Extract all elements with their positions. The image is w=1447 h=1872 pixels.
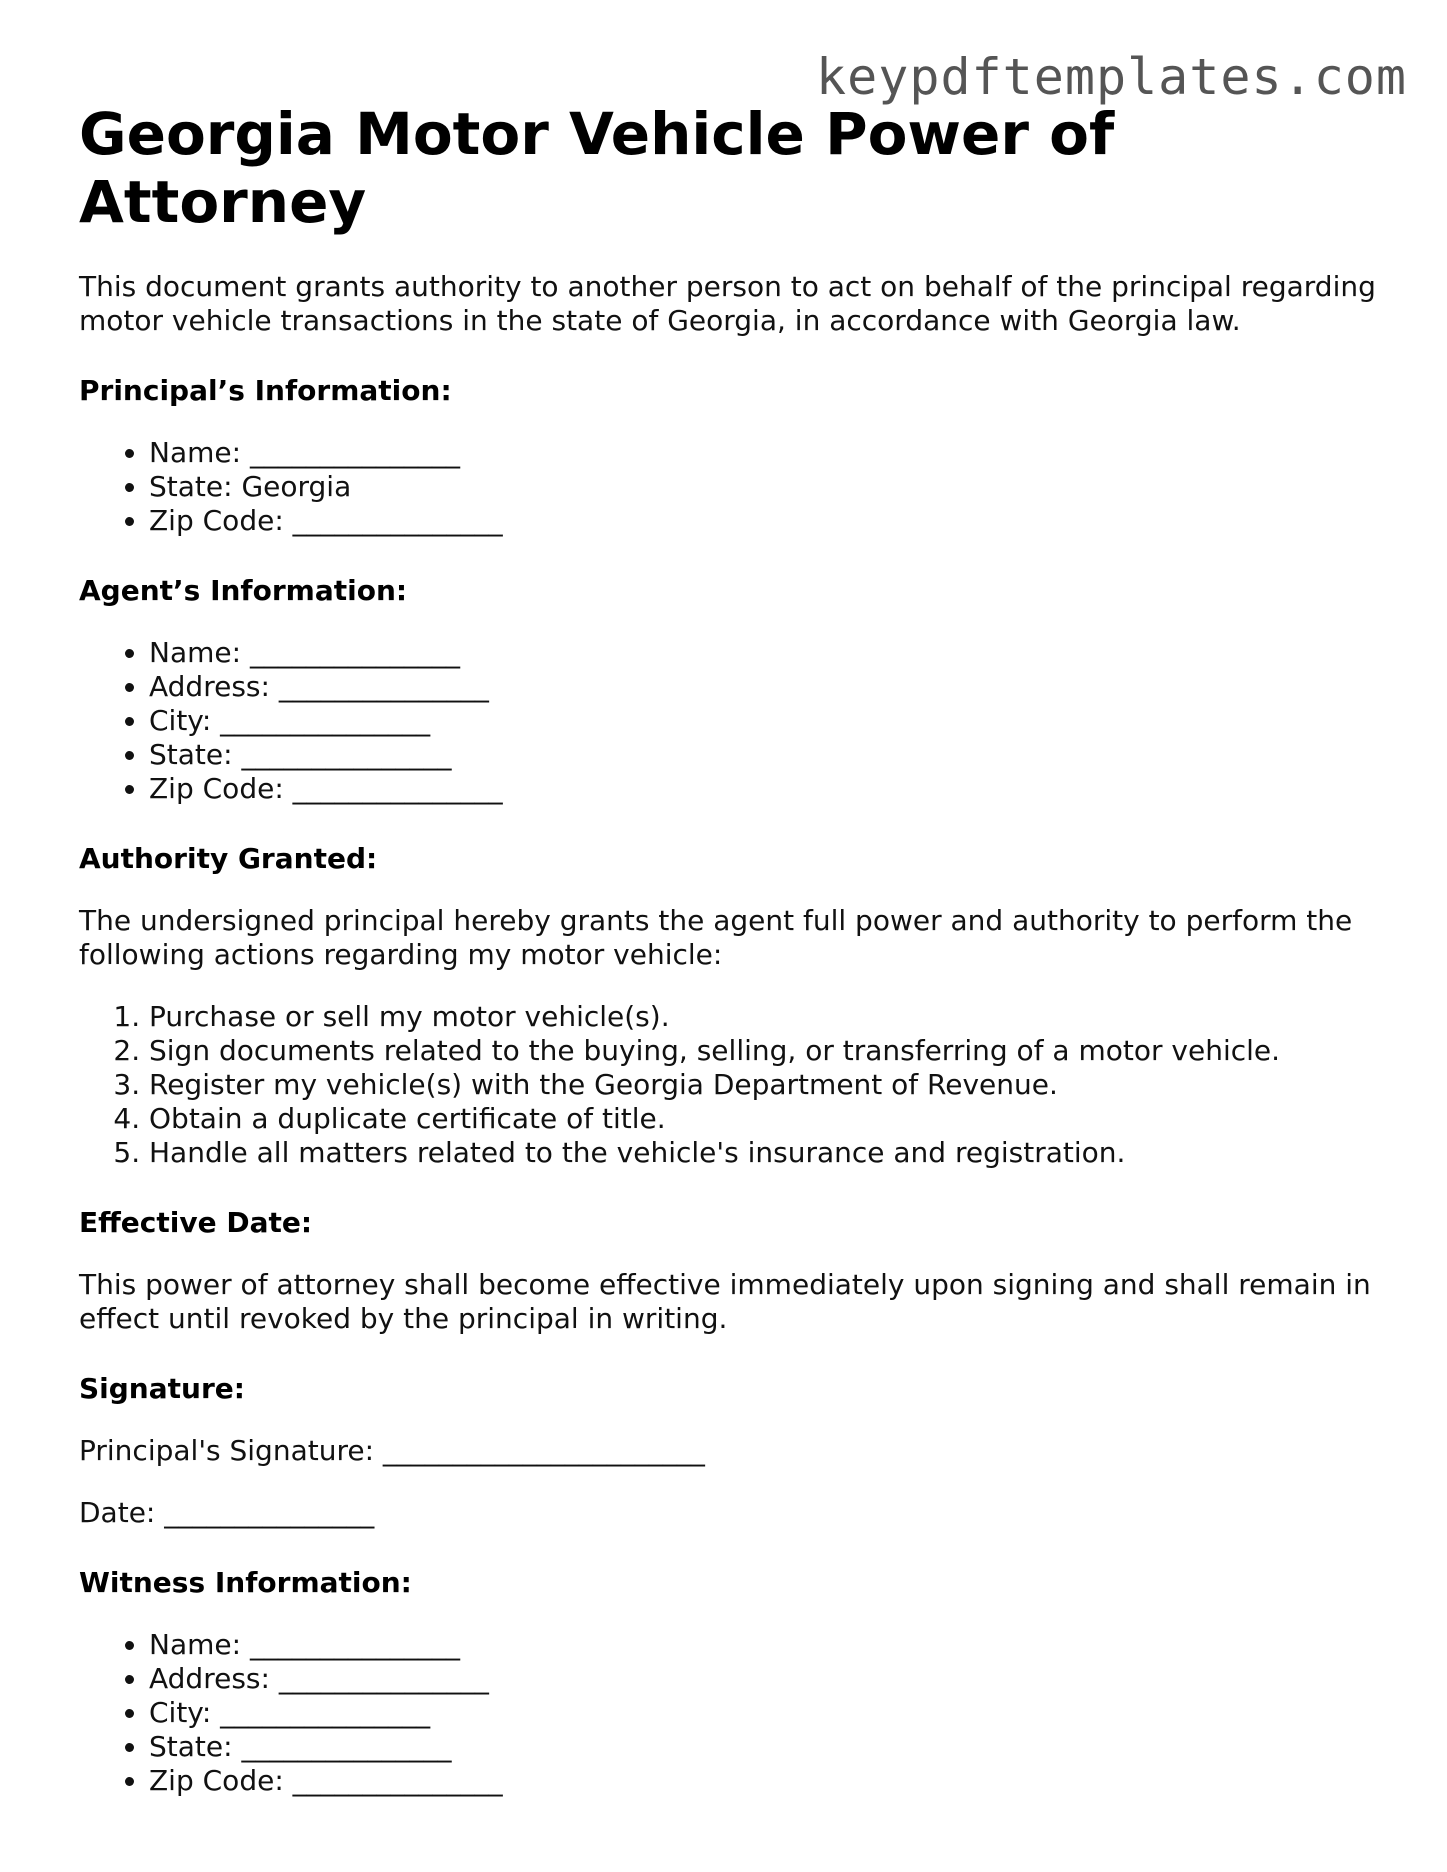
witness-name-field: • Name: _______________ (149, 1628, 1379, 1662)
agent-info-list (79, 636, 1379, 806)
witness-city-field: • City: _______________ (149, 1696, 1379, 1730)
document-title: Georgia Motor Vehicle Power of Attorney (79, 100, 1115, 236)
authority-paragraph: The undersigned principal hereby grants the agent full power and authority to perform the following actions regarding my motor vehicle: (79, 904, 1353, 971)
authority-action: 3. Register my vehicle(s) with the Georgia Department of Revenue. (149, 1068, 1379, 1102)
agent-zip-field: • Zip Code: _______________ (149, 772, 1379, 806)
signature-date-field: Date: _______________ (79, 1496, 375, 1529)
effective-date-paragraph: This power of attorney shall become effective immediately upon signing and shall remain in effect until revoked by the principal in writing. (79, 1268, 1371, 1335)
principal-info-list (79, 436, 1379, 538)
principal-zip-field: • Zip Code: _______________ (149, 504, 1379, 538)
principal-signature-field: Principal's Signature: _______________________ (79, 1434, 705, 1467)
principal-state-field: • State: Georgia (149, 470, 1379, 504)
authority-action: 5. Handle all matters related to the vehicle's insurance and registration. (149, 1136, 1379, 1170)
authority-heading: Authority Granted: (79, 842, 378, 875)
witness-address-field: • Address: _______________ (149, 1662, 1379, 1696)
principal-heading: Principal’s Information: (79, 374, 452, 407)
watermark: keypdftemplates.com (816, 48, 1407, 106)
agent-heading: Agent’s Information: (79, 574, 408, 607)
agent-city-field: • City: _______________ (149, 704, 1379, 738)
effective-date-heading: Effective Date: (79, 1206, 313, 1239)
signature-heading: Signature: (79, 1372, 245, 1405)
document-page (79, 100, 1379, 1798)
principal-name-field: • Name: _______________ (149, 436, 1379, 470)
agent-name-field: • Name: _______________ (149, 636, 1379, 670)
authority-action: 1. Purchase or sell my motor vehicle(s). (149, 1000, 1379, 1034)
intro-paragraph: This document grants authority to another person to act on behalf of the principal regarding motor vehicle transactions in the state of Georgia, in accordance with Georgia law. (79, 270, 1376, 337)
authority-action: 2. Sign documents related to the buying, selling, or transferring of a motor vehicle. (149, 1034, 1379, 1068)
witness-state-field: • State: _______________ (149, 1730, 1379, 1764)
witness-heading: Witness Information: (79, 1566, 412, 1599)
witness-info-list (79, 1628, 1379, 1798)
witness-zip-field: • Zip Code: _______________ (149, 1764, 1379, 1798)
agent-state-field: • State: _______________ (149, 738, 1379, 772)
authority-action: 4. Obtain a duplicate certificate of title. (149, 1102, 1379, 1136)
authority-actions-list (79, 1000, 1379, 1170)
agent-address-field: • Address: _______________ (149, 670, 1379, 704)
